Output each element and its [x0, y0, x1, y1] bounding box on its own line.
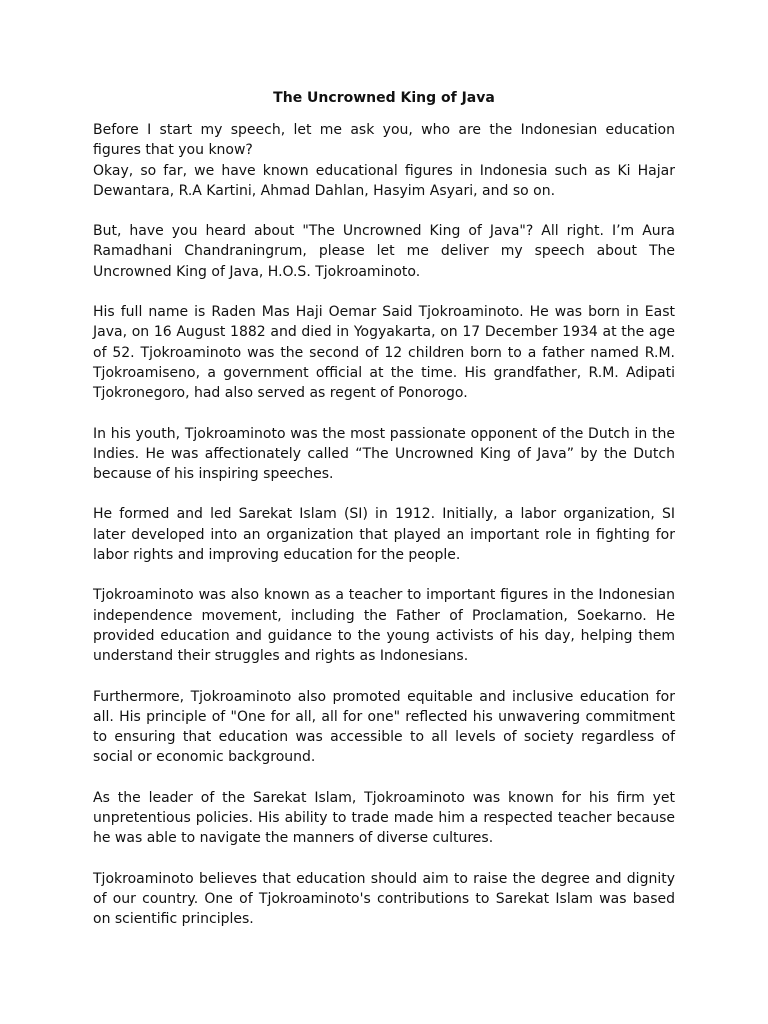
- paragraph-intro-question: Before I start my speech, let me ask you, who are the Indonesian education figures that you know?: [93, 122, 675, 159]
- document-title: The Uncrowned King of Java: [273, 90, 495, 106]
- paragraph-known-figures: Okay, so far, we have known educational figures in Indonesia such as Ki Hajar Dewantara, R.A Kartini, Ahmad Dahlan, Hasyim Asyari, and so on.: [93, 162, 675, 199]
- paragraph-introduction: But, have you heard about "The Uncrowned King of Java"? All right. I’m Aura Ramadhani Chandraningrum, please let me deliver my speech about The Uncrowned King of Java, H.O.S. Tjokroaminoto.: [93, 223, 675, 280]
- paragraph-teacher: Tjokroaminoto was also known as a teacher to important figures in the Indonesian independence movement, including the Father of Proclamation, Soekarno. He provided education and guidance to the young activists of his day, helping them understand their struggles and rights as Indonesians.: [93, 587, 675, 665]
- paragraph-youth: In his youth, Tjokroaminoto was the most passionate opponent of the Dutch in the Indies. He was affectionately called “The Uncrowned King of Java” by the Dutch because of his inspiring speeches.: [93, 425, 675, 483]
- paragraph-inclusive-education: Furthermore, Tjokroaminoto also promoted equitable and inclusive education for all. His principle of "One for all, all for one" reflected his unwavering commitment to ensuring that education was accessible to all levels of society regardless of social or economic background.: [93, 688, 675, 766]
- paragraph-education-aim: Tjokroaminoto believes that education should aim to raise the degree and dignity of our country. One of Tjokroaminoto's contributions to Sarekat Islam was based on scientific principles.: [93, 870, 675, 928]
- paragraph-sarekat-islam: He formed and led Sarekat Islam (SI) in 1912. Initially, a labor organization, SI later developed into an organization that played an important role in fighting for labor rights and improving education for the people.: [93, 506, 675, 564]
- paragraph-biography: His full name is Raden Mas Haji Oemar Said Tjokroaminoto. He was born in East Java, on 16 August 1882 and died in Yogyakarta, on 17 December 1934 at the age of 52. Tjokroaminoto was the second of 12 children born to a father named R.M. Tjokroamiseno, a government official at the time. His grandfather, R.M. Adipati Tjokronegoro, had also served as regent of Ponorogo.: [93, 304, 675, 402]
- document-page: [93, 88, 675, 950]
- paragraph-leadership: As the leader of the Sarekat Islam, Tjokroaminoto was known for his firm yet unpretentious policies. His ability to trade made him a respected teacher because he was able to navigate the manners of diverse cultures.: [93, 789, 675, 847]
